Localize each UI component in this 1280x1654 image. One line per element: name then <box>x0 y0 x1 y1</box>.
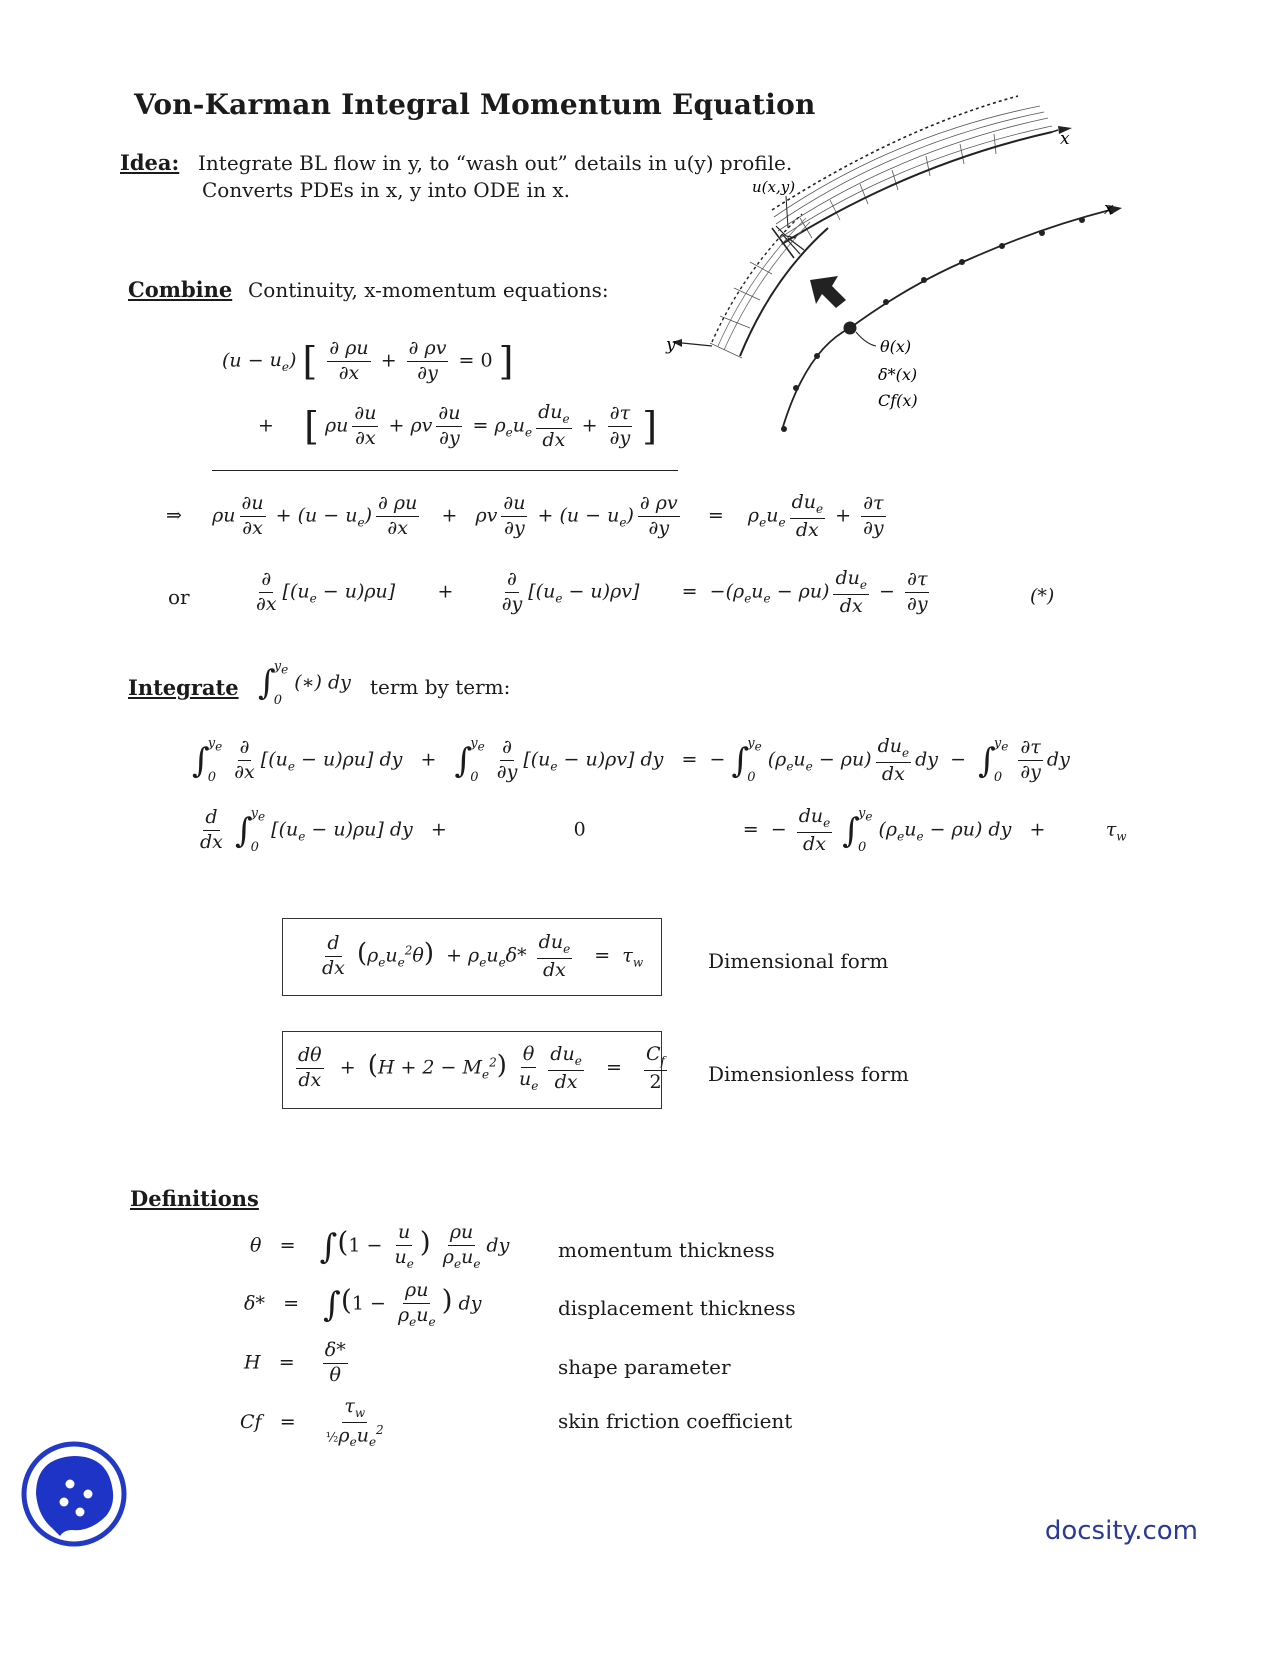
theta-label: θ(x) <box>880 337 912 356</box>
docsity-brand-link[interactable]: docsity.com <box>1044 1516 1198 1546</box>
boundary-layer-diagram <box>660 88 1130 448</box>
def-cf-name: skin friction coefficient <box>558 1409 793 1433</box>
integrate-text: term by term: <box>370 675 511 699</box>
def-delta-name: displacement thickness <box>558 1296 796 1320</box>
idea-line-2: Converts PDEs in x, y into ODE in x. <box>202 178 570 202</box>
combined-equation: ⇒ ρu $\frac{\partial u}{\partial x}$ + $(u - u_e)$ $\frac{\partial \rho u}{\partial x}$ + ρv $\frac{\partial u}{\partial y}$ + $(u - u_e)$ $\frac{\partial \rho v}{\partial y}$ = $\rho_eu_e$ $\frac{du_e}{dx}$ + $\frac{\partial\tau}{\partial y}$ <box>166 491 884 541</box>
integrated-equation-2: $\frac{d}{dx}$ ∫ $y_e$ 0 $[(u_e - u)\rho u]$ dy + 0 = − $\frac{du_e}{dx}$ ∫ $y_e$ 0 $(\rho_eu_e - \rho u)$ dy + $\tau_w$ <box>200 805 1127 856</box>
page-title: Von-Karman Integral Momentum Equation <box>134 88 816 121</box>
edge-curve-top <box>772 96 1018 210</box>
integrate-label: Integrate <box>128 675 239 700</box>
delta-label: δ*(x) <box>878 365 918 384</box>
def-theta-name: momentum thickness <box>558 1238 775 1262</box>
x-axis-label-top: x <box>1060 129 1070 149</box>
continuity-equation: $(u - u_e)$ [ $\frac{\partial \rho u}{\partial x}$ + $\frac{\partial \rho v}{\partial y}$ = 0 ] <box>222 337 514 384</box>
integrated-equation-1: ∫ $y_e$ 0 $\frac{\partial}{\partial x}$ $[(u_e - u)\rho u]$ dy + ∫ $y_e$ 0 $\frac{\partial}{\partial y}$ $[(u_e - u)\rho v]$ dy = − ∫ $y_e$ 0 $(\rho_eu_e - \rho u)$ $\frac{du_e}{dx}$ dy − ∫ $y_e$ 0 $\frac{\partial\tau}{\partial y}$ dy <box>192 735 1070 786</box>
idea-label: Idea: <box>120 150 180 175</box>
integrate-operator: ∫ $y_e$ 0 (∗) dy <box>258 659 351 708</box>
transform-arrow-icon <box>810 276 846 308</box>
conservation-equation: $\frac{\partial}{\partial x}$ $[(u_e - u)\rho u]$ + $\frac{\partial}{\partial y}$ $[(u_e - u)\rho v]$ = $-(\rho_eu_e - \rho u)$ $\frac{du_e}{dx}$ − $\frac{\partial\tau}{\partial y}$ <box>256 567 928 617</box>
cf-label: Cf(x) <box>878 391 918 410</box>
or-label: or <box>168 585 190 609</box>
dimensionless-form-equation: $\frac{d\theta}{dx}$ + $(H + 2 - M_e^2)$ $\frac{\theta}{u_e}$ $\frac{du_e}{dx}$ = $\frac{C_f}{2}$ <box>298 1043 665 1093</box>
def-h-name: shape parameter <box>558 1355 731 1379</box>
u-profile-label: u(x,y) <box>752 178 796 196</box>
momentum-equation: + [ ρu $\frac{\partial u}{\partial x}$ + ρv $\frac{\partial u}{\partial y}$ = $\rho_eu_e$ $\frac{du_e}{dx}$ + $\frac{\partial\tau}{\partial y}$ ] <box>258 401 658 451</box>
y-axis-label: y <box>666 335 676 355</box>
def-cf-equation: Cf = $\frac{\tau_w}{\frac{1}{2}\rho_eu_e^2}$ <box>240 1395 384 1449</box>
combine-text: Continuity, x-momentum equations: <box>248 278 609 302</box>
dimensional-form-label: Dimensional form <box>708 949 889 973</box>
def-h-equation: H = $\frac{\delta*}{\theta}$ <box>244 1339 346 1386</box>
def-delta-equation: δ* = ∫(1 − $\frac{\rho u}{\rho_eu_e}$ ) dy <box>244 1279 482 1329</box>
idea-line-1: Integrate BL flow in y, to “wash out” details in u(y) profile. <box>198 151 793 175</box>
combine-label: Combine <box>128 277 233 302</box>
dimensionless-form-label: Dimensionless form <box>708 1062 909 1086</box>
dimensional-form-equation: $\frac{d}{dx}$ $(\rho_eu_e^2\theta) + \rho_eu_e\delta*$ $\frac{du_e}{dx}$ = $\tau_w$ <box>322 931 644 981</box>
definitions-label: Definitions <box>130 1186 259 1211</box>
sum-rule <box>212 470 678 471</box>
star-label: (*) <box>1030 585 1055 607</box>
def-theta-equation: θ = ∫(1 − $\frac{u}{u_e}$ ) $\frac{\rho u}{\rho_eu_e}$ dy <box>250 1221 510 1271</box>
x-axis-label-bottom: x <box>1104 199 1114 219</box>
docsity-logo-icon[interactable] <box>20 1440 128 1548</box>
